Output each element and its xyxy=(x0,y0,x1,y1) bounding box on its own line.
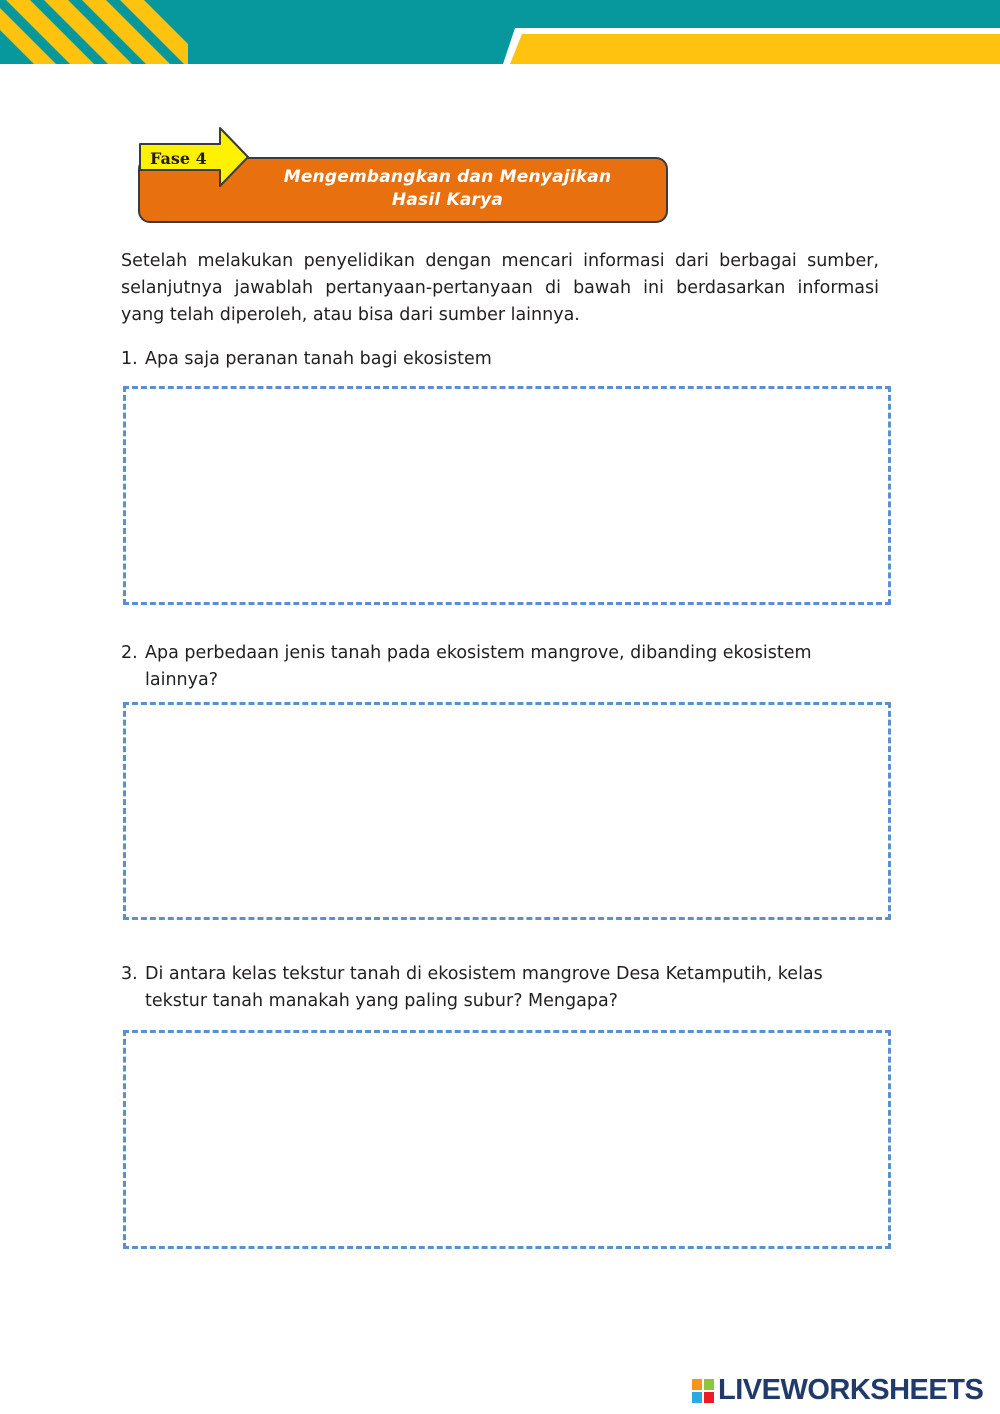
question-number: 3. xyxy=(121,964,138,984)
question-text: Apa saja peranan tanah bagi ekosistem xyxy=(145,349,492,369)
liveworksheets-logo xyxy=(692,1374,983,1407)
answer-box-3[interactable] xyxy=(123,1030,891,1249)
question-text: Apa perbedaan jenis tanah pada ekosistem mangrove, dibanding ekosistem lainnya? xyxy=(145,643,812,690)
question-2 xyxy=(121,640,861,694)
header-band xyxy=(0,0,1000,64)
answer-box-1[interactable] xyxy=(123,386,891,605)
phase-title-line1: Mengembangkan dan Menyajikan xyxy=(283,167,612,187)
phase-title-line2: Hasil Karya xyxy=(391,190,504,210)
intro-paragraph: Setelah melakukan penyelidikan dengan mencari informasi dari berbagai sumber, selanjutnya jawablah pertanyaan-pertanyaan di bawah ini berdasarkan informasi yang telah diperoleh, atau bisa dari sumber lainnya. xyxy=(121,251,879,325)
phase-title xyxy=(250,166,645,212)
question-text: Di antara kelas tekstur tanah di ekosistem mangrove Desa Ketamputih, kelas tekstur tanah manakah yang paling subur? Mengapa? xyxy=(145,964,823,1011)
phase-label: Fase 4 xyxy=(150,149,207,168)
header-graphic xyxy=(0,0,1000,64)
question-1 xyxy=(121,346,861,373)
answer-box-2[interactable] xyxy=(123,702,891,920)
question-3 xyxy=(121,961,861,1015)
header-yellow-bar xyxy=(510,34,1000,64)
question-number: 2. xyxy=(121,643,138,663)
liveworksheets-icon xyxy=(692,1379,714,1403)
question-number: 1. xyxy=(121,349,138,369)
logo-text: LIVEWORKSHEETS xyxy=(718,1374,984,1406)
